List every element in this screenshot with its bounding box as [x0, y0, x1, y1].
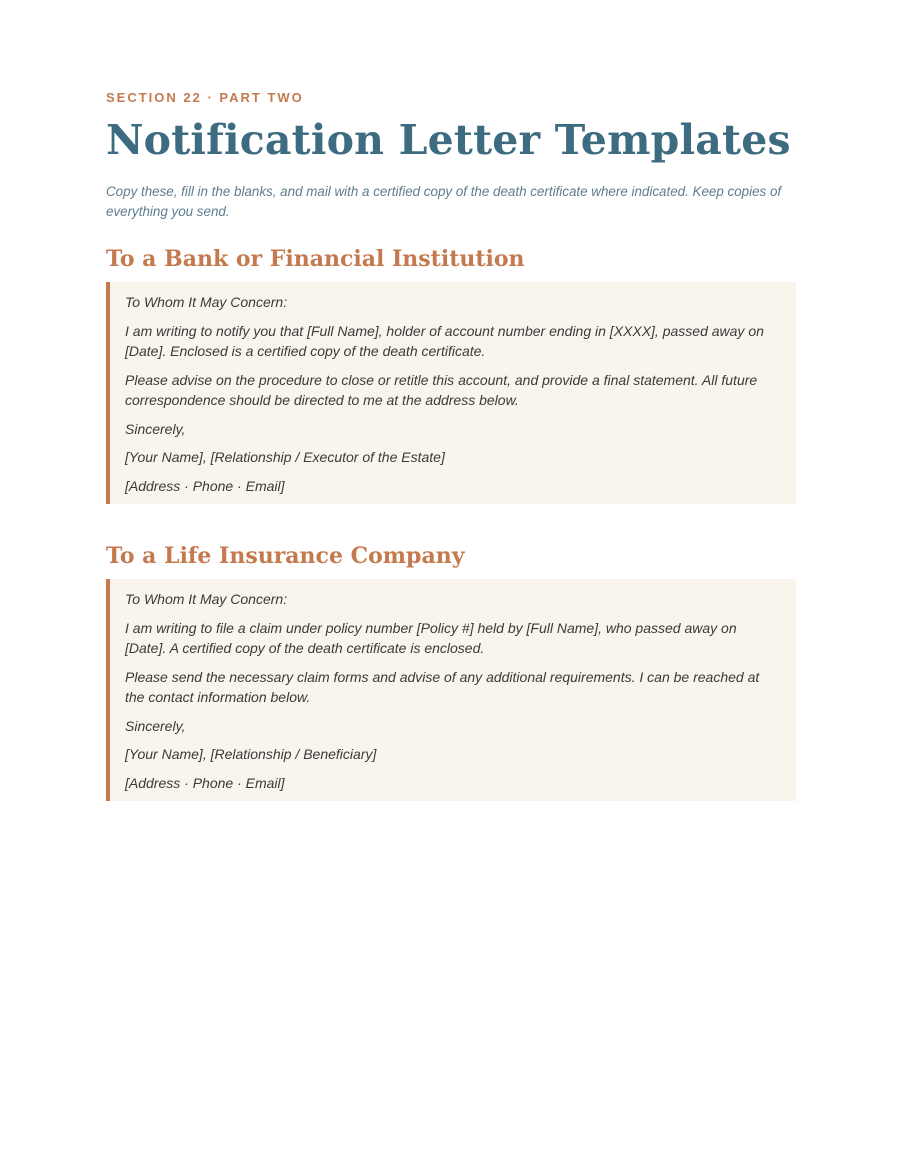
section-eyebrow: SECTION 22 · PART TWO	[106, 90, 304, 105]
letter-paragraph: I am writing to file a claim under policy number [Policy #] held by [Full Name], who passed away on [Date]. A certified copy of the death certificate is enclosed.	[125, 619, 737, 656]
letter-contact: [Address · Phone · Email]	[125, 774, 285, 791]
letter-closing: Sincerely,	[125, 717, 186, 734]
letter-paragraph: Please advise on the procedure to close or retitle this account, and provide a final statement. All future correspondence should be directed to me at the address below.	[125, 371, 758, 408]
letter-closing: Sincerely,	[125, 420, 186, 437]
page-title: Notification Letter Templates	[106, 116, 791, 164]
letter-signature: [Your Name], [Relationship / Beneficiary]	[125, 746, 377, 762]
letter-salutation: To Whom It May Concern:	[125, 591, 288, 607]
letter-paragraph: Please send the necessary claim forms and advise of any additional requirements. I can be reached at the contact information below.	[125, 668, 760, 705]
letter-paragraph: I am writing to notify you that [Full Name], holder of account number ending in [XXXX], passed away on [Date]. Enclosed is a certified copy of the death certificate.	[125, 322, 764, 359]
letter-template-bank	[106, 282, 796, 504]
intro-text: Copy these, fill in the blanks, and mail with a certified copy of the death certificate where indicated. Keep copies of everything you send.	[106, 184, 782, 219]
letter-signature: [Your Name], [Relationship / Executor of the Estate]	[125, 449, 445, 465]
letter-contact: [Address · Phone · Email]	[125, 477, 285, 494]
section-heading-insurance: To a Life Insurance Company	[106, 543, 465, 569]
letter-template-insurance	[106, 579, 796, 801]
document-page	[106, 90, 796, 801]
section-heading-bank: To a Bank or Financial Institution	[106, 246, 525, 272]
letter-salutation: To Whom It May Concern:	[125, 294, 288, 310]
